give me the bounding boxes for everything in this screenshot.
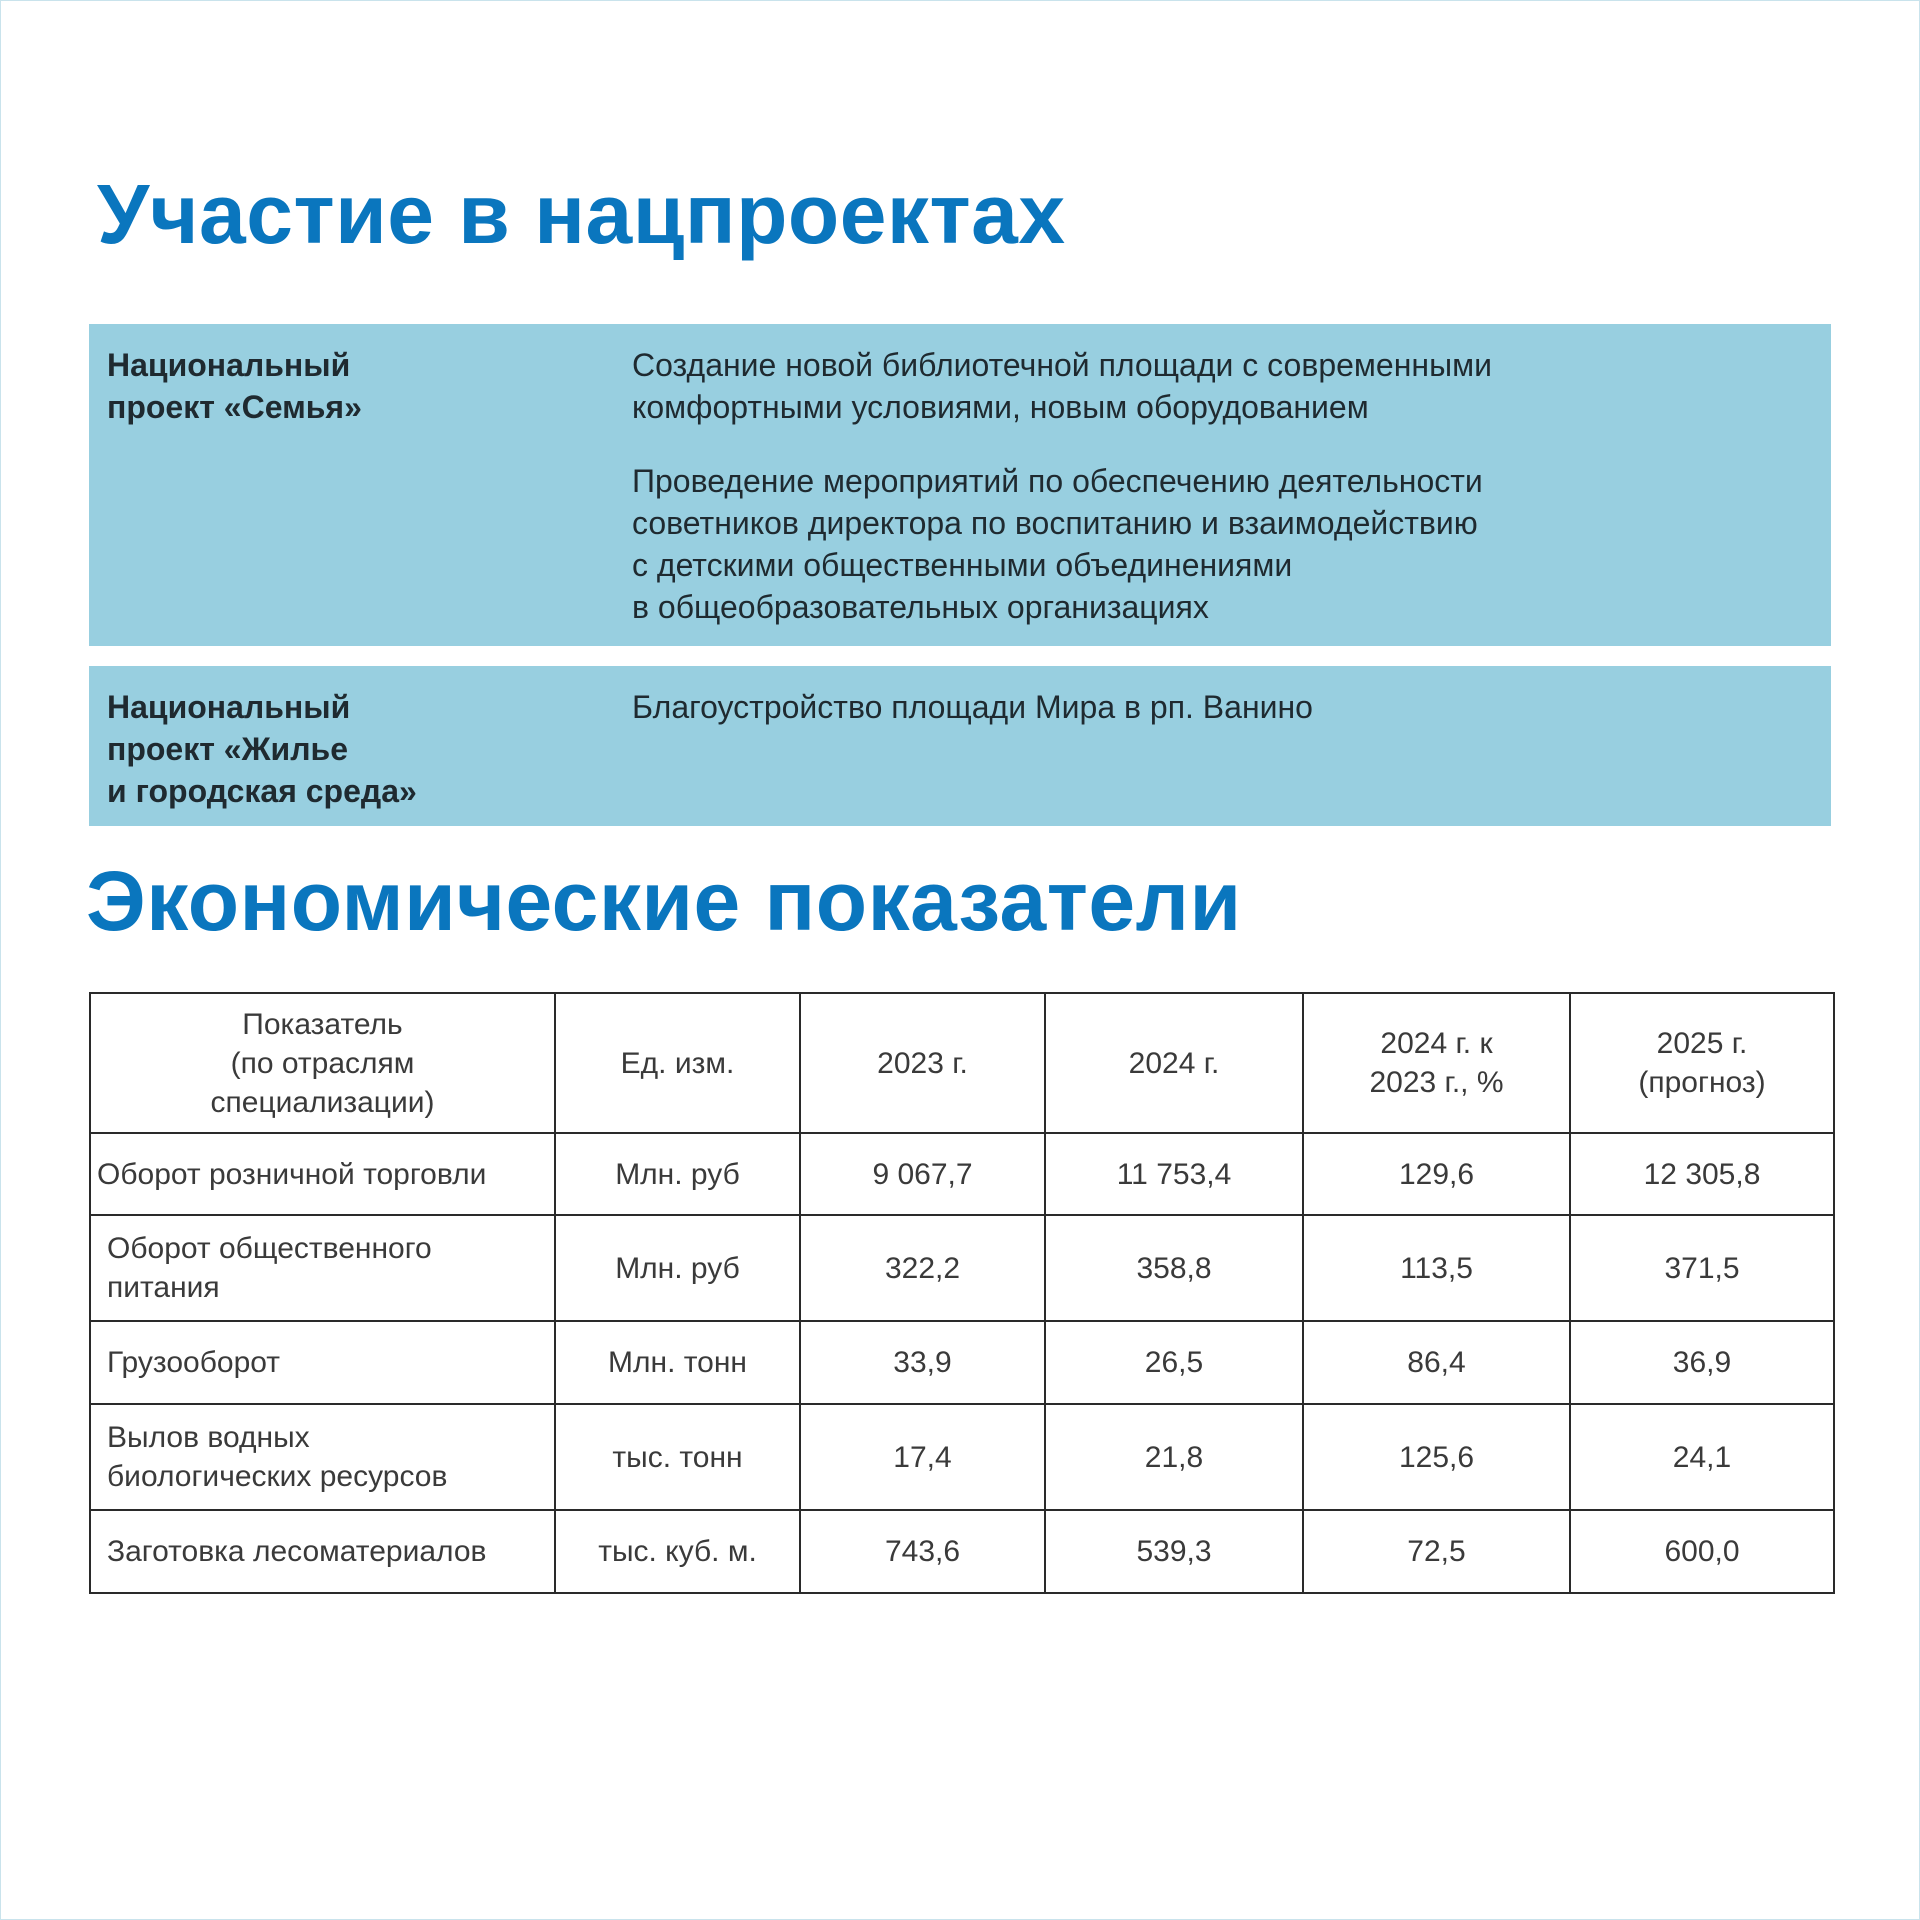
forecast-2025-cell: 600,0 — [1570, 1510, 1834, 1593]
change-pct-cell: 72,5 — [1303, 1510, 1570, 1593]
unit-cell: Млн. руб — [555, 1215, 800, 1321]
project-description — [632, 344, 1792, 660]
value-2024-cell: 539,3 — [1045, 1510, 1303, 1593]
header-2025-forecast: 2025 г. (прогноз) — [1570, 993, 1834, 1133]
value-2024-cell: 26,5 — [1045, 1321, 1303, 1404]
unit-cell: Млн. тонн — [555, 1321, 800, 1404]
header-change-pct: 2024 г. к 2023 г., % — [1303, 993, 1570, 1133]
change-pct-cell: 113,5 — [1303, 1215, 1570, 1321]
table-row — [90, 1321, 1834, 1404]
header-unit: Ед. изм. — [555, 993, 800, 1133]
indicator-cell: Заготовка лесоматериалов — [90, 1510, 555, 1593]
value-2023-cell: 9 067,7 — [800, 1133, 1045, 1215]
economic-indicators-table — [89, 992, 1835, 1594]
indicator-cell: Вылов водных биологических ресурсов — [90, 1404, 555, 1510]
value-2024-cell: 11 753,4 — [1045, 1133, 1303, 1215]
project-item: Создание новой библиотечной площади с современными комфортными условиями, новым оборудованием — [632, 347, 1492, 425]
table-header-row — [90, 993, 1834, 1133]
header-2024: 2024 г. — [1045, 993, 1303, 1133]
value-2023-cell: 33,9 — [800, 1321, 1045, 1404]
national-project-block — [89, 324, 1831, 646]
unit-cell: тыс. куб. м. — [555, 1510, 800, 1593]
forecast-2025-cell: 24,1 — [1570, 1404, 1834, 1510]
national-project-block — [89, 666, 1831, 826]
value-2023-cell: 322,2 — [800, 1215, 1045, 1321]
project-item: Благоустройство площади Мира в рп. Ванино — [632, 689, 1313, 725]
table-row — [90, 1404, 1834, 1510]
table-row — [90, 1510, 1834, 1593]
unit-cell: Млн. руб — [555, 1133, 800, 1215]
project-description — [632, 686, 1792, 760]
value-2024-cell: 358,8 — [1045, 1215, 1303, 1321]
forecast-2025-cell: 36,9 — [1570, 1321, 1834, 1404]
section-title-economics: Экономические показатели — [86, 854, 1242, 948]
indicator-cell: Оборот общественного питания — [90, 1215, 555, 1321]
project-name: Национальный проект «Жилье и городская среда» — [107, 689, 417, 809]
change-pct-cell: 125,6 — [1303, 1404, 1570, 1510]
unit-cell: тыс. тонн — [555, 1404, 800, 1510]
project-item: Проведение мероприятий по обеспечению деятельности советников директора по воспитанию и взаимодействию с детскими общественными объединениями в общеобразовательных организациях — [632, 463, 1483, 625]
indicator-cell: Оборот розничной торговли — [90, 1133, 555, 1215]
project-name: Национальный проект «Семья» — [107, 347, 362, 425]
header-indicator: Показатель (по отраслям специализации) — [90, 993, 555, 1133]
indicator-cell: Грузооборот — [90, 1321, 555, 1404]
forecast-2025-cell: 371,5 — [1570, 1215, 1834, 1321]
change-pct-cell: 86,4 — [1303, 1321, 1570, 1404]
forecast-2025-cell: 12 305,8 — [1570, 1133, 1834, 1215]
value-2024-cell: 21,8 — [1045, 1404, 1303, 1510]
table-row — [90, 1215, 1834, 1321]
header-2023: 2023 г. — [800, 993, 1045, 1133]
table-row — [90, 1133, 1834, 1215]
change-pct-cell: 129,6 — [1303, 1133, 1570, 1215]
value-2023-cell: 743,6 — [800, 1510, 1045, 1593]
value-2023-cell: 17,4 — [800, 1404, 1045, 1510]
section-title-natprojects: Участие в нацпроектах — [97, 167, 1066, 261]
